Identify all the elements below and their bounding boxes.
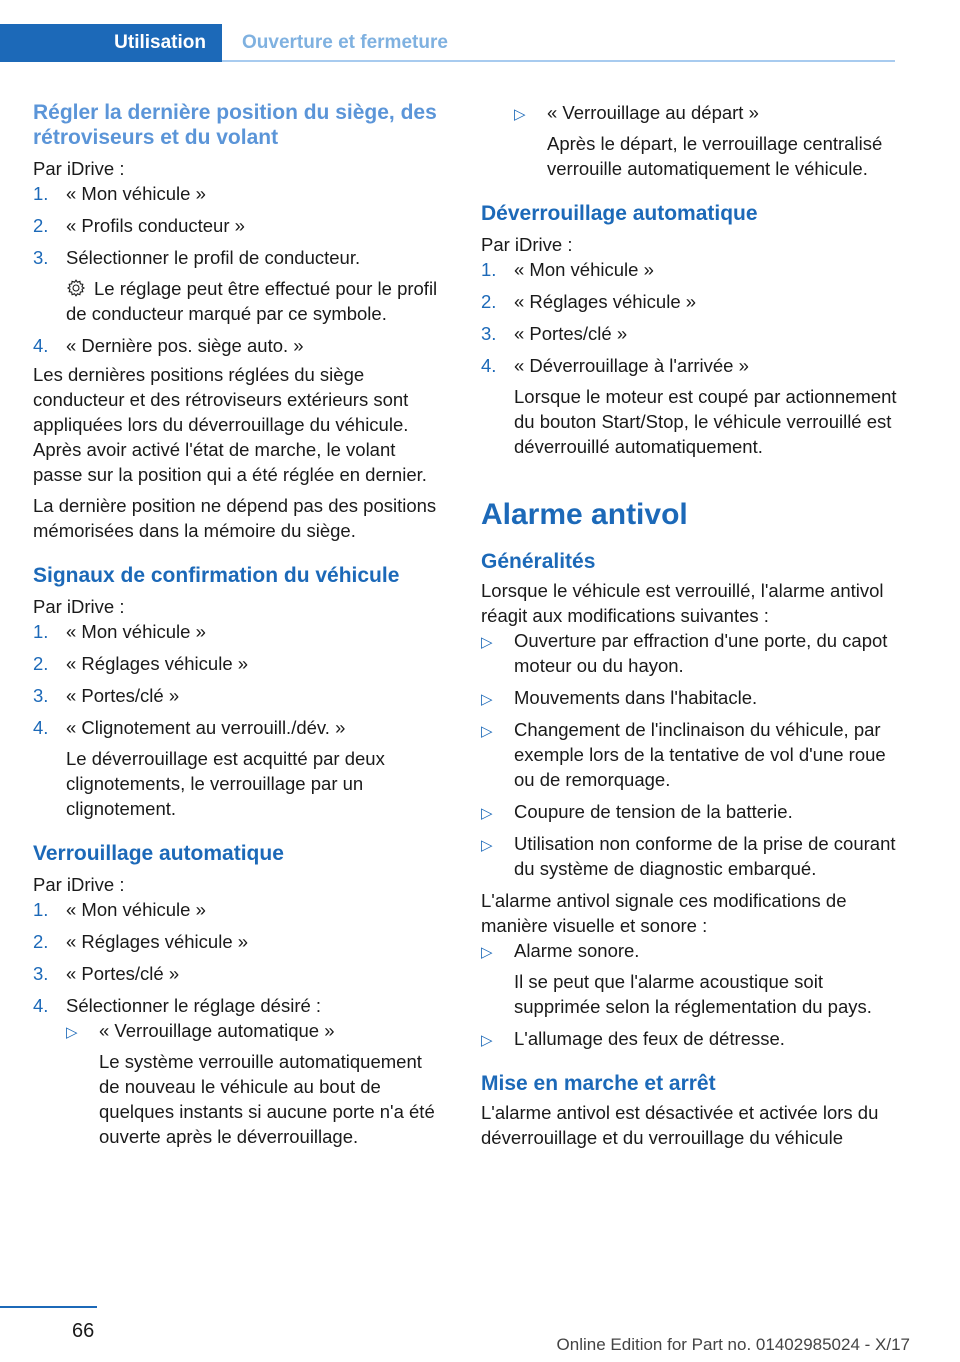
list-item [33, 961, 443, 986]
section-title-derniere-position: Régler la dernière position du siège, des rétroviseurs et du volant [33, 101, 437, 149]
tab-utilisation[interactable]: Utilisation [0, 24, 222, 62]
step-number: 1. [33, 183, 49, 204]
triangle-bullet-icon: ▷ [481, 723, 493, 740]
step-number: 4. [33, 995, 49, 1016]
list-item [481, 353, 897, 459]
step-number: 2. [481, 291, 497, 312]
section-title-generalites: Généralités [481, 550, 596, 573]
step-number: 2. [33, 653, 49, 674]
list-item [481, 257, 897, 282]
tab-underline [222, 60, 895, 62]
gear-icon [66, 278, 86, 298]
step-text: « Portes/clé » [514, 323, 628, 344]
list-item [481, 717, 897, 792]
paragraph: Les dernières positions réglées du siège conducteur et des rétroviseurs extérieurs sont appliquées lors du déverrouillage du véhicule. Après avoir activé l'état de marche, le volant passe sur la position qui a été réglée en dernier. [33, 364, 427, 485]
list-item [514, 100, 897, 181]
list-item [33, 993, 443, 1149]
list-item [481, 1026, 897, 1051]
step-number: 3. [481, 323, 497, 344]
steps-list [33, 897, 443, 1149]
section-title-mise-en-marche: Mise en marche et arrêt [481, 1072, 716, 1095]
step-note: Le déverrouillage est acquitté par deux clignotements, le verrouillage par un clignotement. [66, 748, 385, 819]
section-intro: Lorsque le véhicule est verrouillé, l'alarme antivol réagit aux modifications suivantes : [481, 580, 884, 626]
list-item [33, 929, 443, 954]
triangle-bullet-icon: ▷ [481, 634, 493, 651]
step-number: 1. [33, 621, 49, 642]
step-number: 3. [33, 963, 49, 984]
sub-bullet-list [66, 1018, 443, 1149]
bullet-note: Après le départ, le verrouillage centralisé verrouille automatiquement le véhicule. [547, 133, 883, 179]
section-title-signaux-confirmation: Signaux de confirmation du véhicule [33, 564, 400, 587]
list-item [481, 289, 897, 314]
list-item [33, 181, 443, 206]
tab-ouverture-fermeture[interactable]: Ouverture et fermeture [242, 32, 448, 53]
triangle-bullet-icon: ▷ [514, 106, 526, 123]
step-number: 4. [33, 717, 49, 738]
step-note: Lorsque le moteur est coupé par actionnement du bouton Start/Stop, le véhicule verrouillé est déverrouillé automatiquement. [514, 386, 897, 457]
step-note [66, 276, 443, 326]
chapter-title: Alarme antivol [481, 498, 688, 531]
step-text: « Mon véhicule » [66, 899, 206, 920]
bullet-text: Alarme sonore. [514, 940, 640, 961]
bullet-text: Mouvements dans l'habitacle. [514, 687, 758, 708]
list-item [481, 938, 897, 1019]
list-item [33, 651, 443, 676]
bullet-text: « Verrouillage automatique » [99, 1020, 335, 1041]
step-number: 1. [33, 899, 49, 920]
list-item [481, 799, 897, 824]
list-item [33, 245, 443, 326]
paragraph: L'alarme antivol est désactivée et activée lors du déverrouillage et du verrouillage du véhicule [481, 1102, 879, 1148]
bullet-list [481, 938, 897, 1051]
list-item [481, 321, 897, 346]
bullet-text: Ouverture par effraction d'une porte, du capot moteur ou du hayon. [514, 630, 888, 676]
list-item [33, 715, 443, 821]
triangle-bullet-icon: ▷ [481, 805, 493, 822]
steps-list [481, 257, 897, 459]
triangle-bullet-icon: ▷ [66, 1024, 78, 1041]
section-intro: Par iDrive : [481, 234, 573, 255]
step-text: « Mon véhicule » [66, 183, 206, 204]
page-number: 66 [72, 1320, 95, 1342]
list-item [33, 897, 443, 922]
list-item [33, 213, 443, 238]
step-text: « Dernière pos. siège auto. » [66, 335, 304, 356]
step-text: Sélectionner le réglage désiré : [66, 995, 322, 1016]
step-number: 2. [33, 931, 49, 952]
triangle-bullet-icon: ▷ [481, 944, 493, 961]
list-item [33, 683, 443, 708]
bullet-note: Le système verrouille automatiquement de nouveau le véhicule au bout de quelques instants si aucune porte n'a été ouverte après le déverrouillage. [99, 1051, 435, 1147]
right-column [481, 100, 897, 1150]
list-item [33, 619, 443, 644]
bullet-text: Changement de l'inclinaison du véhicule, par exemple lors de la tentative de vol d'une roue ou de remorquage. [514, 719, 886, 790]
step-text: « Réglages véhicule » [66, 931, 249, 952]
steps-list [33, 619, 443, 821]
section-intro: Par iDrive : [33, 596, 125, 617]
list-item [481, 831, 897, 881]
step-text: « Mon véhicule » [66, 621, 206, 642]
step-number: 3. [33, 247, 49, 268]
bullet-text: « Verrouillage au départ » [547, 102, 759, 123]
step-number: 4. [33, 335, 49, 356]
triangle-bullet-icon: ▷ [481, 1032, 493, 1049]
list-item [481, 685, 897, 710]
step-number: 4. [481, 355, 497, 376]
section-intro: Par iDrive : [33, 158, 125, 179]
note-text: Le réglage peut être effectué pour le profil de conducteur marqué par ce symbole. [66, 278, 438, 324]
sub-bullet-list [481, 100, 897, 181]
section-title-verrouillage-automatique: Verrouillage automatique [33, 842, 284, 865]
bullet-text: L'allumage des feux de détresse. [514, 1028, 785, 1049]
list-item [481, 628, 897, 678]
step-text: « Clignotement au verrouill./dév. » [66, 717, 346, 738]
bullet-list [481, 628, 897, 881]
step-number: 2. [33, 215, 49, 236]
step-text: « Mon véhicule » [514, 259, 654, 280]
step-text: « Portes/clé » [66, 685, 180, 706]
list-item [66, 1018, 443, 1149]
step-text: « Réglages véhicule » [66, 653, 249, 674]
list-item [33, 333, 443, 358]
step-number: 3. [33, 685, 49, 706]
section-title-deverrouillage-automatique: Déverrouillage automatique [481, 202, 758, 225]
section-intro: Par iDrive : [33, 874, 125, 895]
left-column [33, 100, 443, 1149]
step-text: « Déverrouillage à l'arrivée » [514, 355, 749, 376]
step-text: « Réglages véhicule » [514, 291, 697, 312]
paragraph: La dernière position ne dépend pas des positions mémorisées dans la mémoire du siège. [33, 495, 437, 541]
bullet-note: Il se peut que l'alarme acoustique soit supprimée selon la réglementation du pays. [514, 971, 872, 1017]
step-text: « Portes/clé » [66, 963, 180, 984]
steps-list [33, 181, 443, 358]
triangle-bullet-icon: ▷ [481, 837, 493, 854]
paragraph: L'alarme antivol signale ces modifications de manière visuelle et sonore : [481, 890, 847, 936]
header-tabs [0, 24, 895, 62]
bullet-text: Utilisation non conforme de la prise de courant du système de diagnostic embarqué. [514, 833, 896, 879]
bullet-text: Coupure de tension de la batterie. [514, 801, 793, 822]
step-number: 1. [481, 259, 497, 280]
step-text: « Profils conducteur » [66, 215, 245, 236]
step-text: Sélectionner le profil de conducteur. [66, 247, 361, 268]
edition-footer: Online Edition for Part no. 01402985024 - X/17 [556, 1335, 910, 1354]
triangle-bullet-icon: ▷ [481, 691, 493, 708]
footer-rule [0, 1306, 97, 1308]
